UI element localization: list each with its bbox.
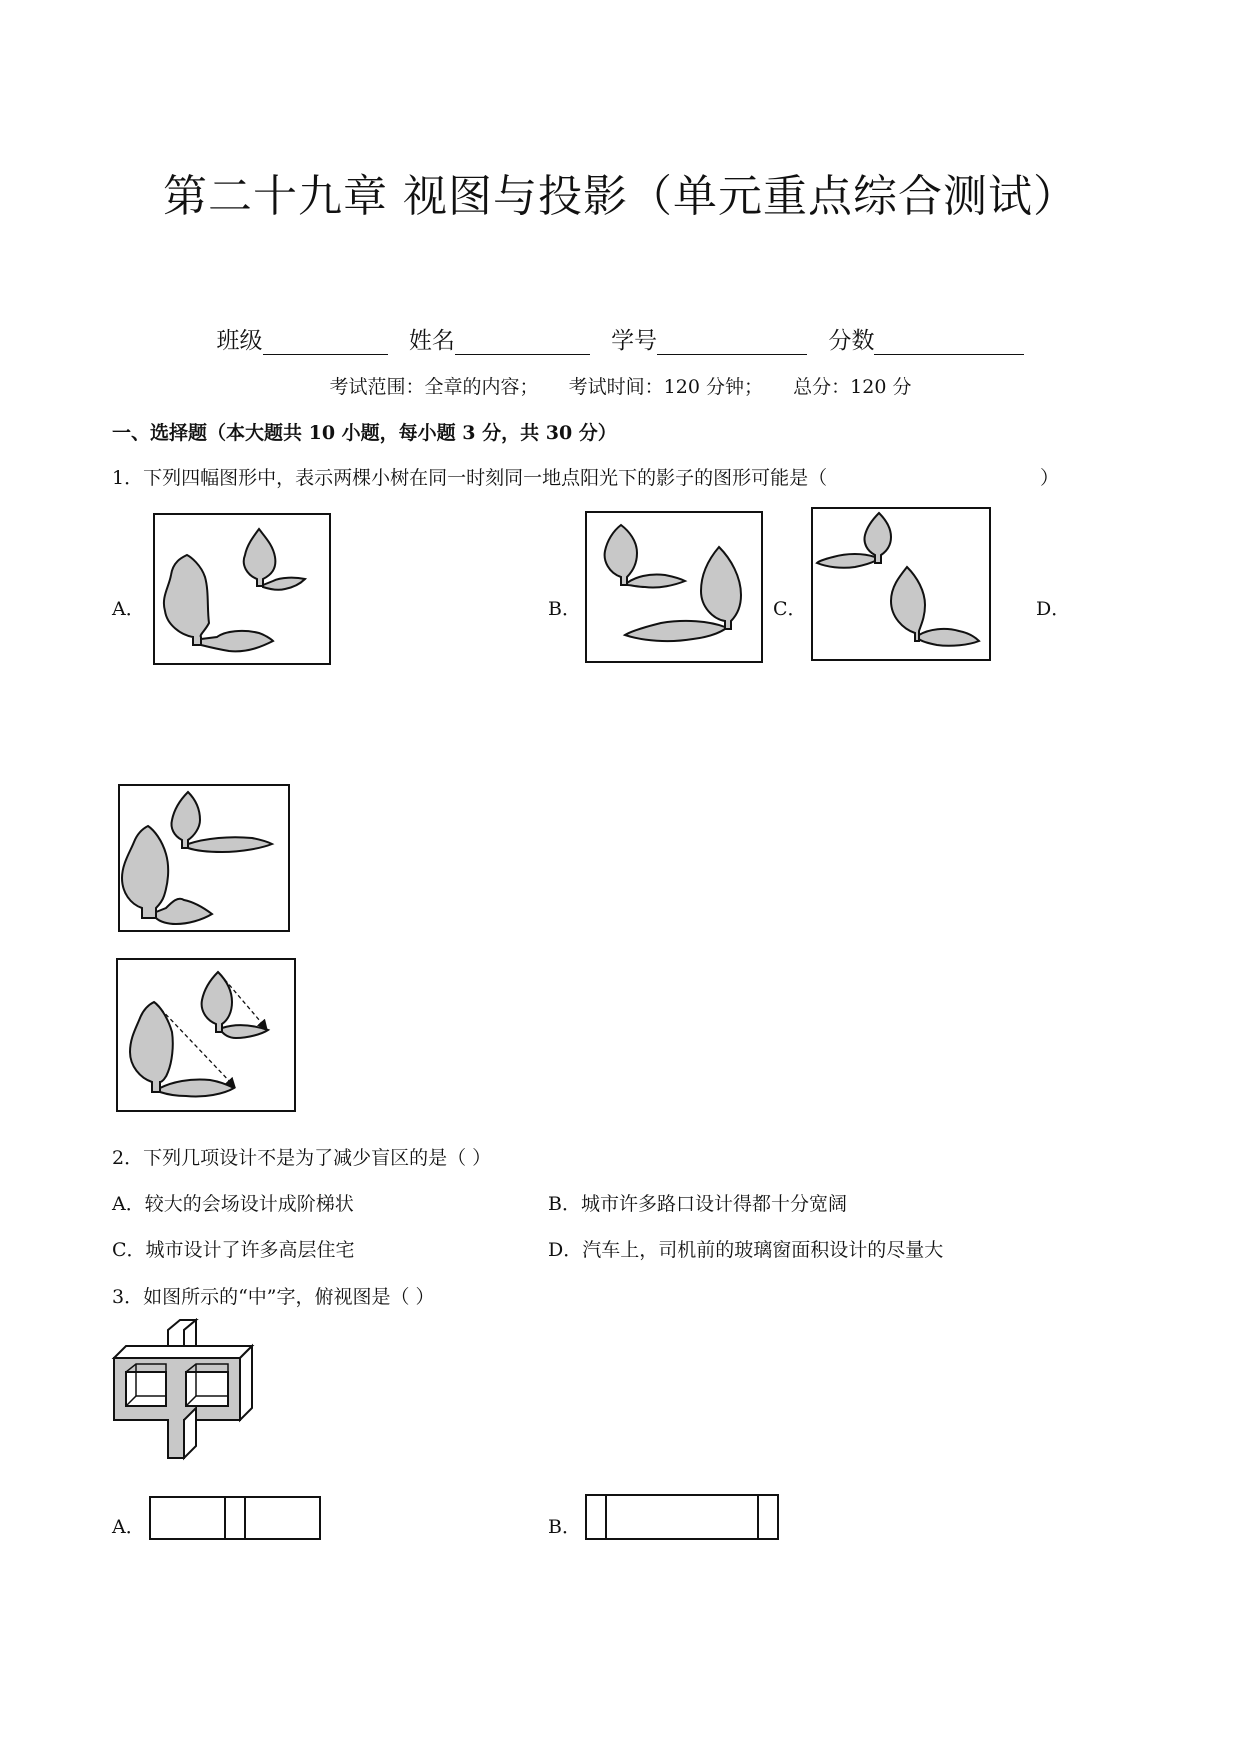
q1-figure-d bbox=[118, 784, 290, 932]
q2-option-b[interactable]: B．城市许多路口设计得都十分宽阔 bbox=[548, 1193, 847, 1215]
class-blank[interactable] bbox=[263, 330, 388, 355]
q3-option-a-label[interactable]: A． bbox=[112, 1516, 145, 1538]
question-2-stem: 2．下列几项设计不是为了减少盲区的是（ ） bbox=[112, 1147, 492, 1169]
q3-option-b-label[interactable]: B． bbox=[548, 1516, 581, 1538]
class-label: 班级 bbox=[216, 328, 263, 354]
q2-option-c[interactable]: C．城市设计了许多高层住宅 bbox=[112, 1239, 355, 1261]
score-blank[interactable] bbox=[874, 330, 1024, 355]
q2-option-d[interactable]: D．汽车上，司机前的玻璃窗面积设计的尽量大 bbox=[548, 1239, 944, 1261]
section-heading: 一、选择题（本大题共 10 小题，每小题 3 分，共 30 分） bbox=[112, 422, 617, 444]
question-1-close: ） bbox=[1040, 467, 1060, 489]
q1-figure-b bbox=[585, 511, 763, 663]
q3-option-b-figure bbox=[585, 1494, 779, 1540]
q1-figure-a bbox=[153, 513, 331, 665]
exam-meta: 考试范围：全章的内容； 考试时间：120 分钟； 总分：120 分 bbox=[329, 376, 912, 398]
q1-option-d-label[interactable]: D． bbox=[1036, 598, 1071, 620]
question-1-stem: 1．下列四幅图形中，表示两棵小树在同一时刻同一地点阳光下的影子的图形可能是（ bbox=[112, 467, 828, 489]
q3-zhong-figure bbox=[110, 1318, 260, 1468]
q2-option-a[interactable]: A．较大的会场设计成阶梯状 bbox=[112, 1193, 354, 1215]
number-blank[interactable] bbox=[657, 330, 807, 355]
q1-option-c-label[interactable]: C． bbox=[773, 598, 807, 620]
q1-option-b-label[interactable]: B． bbox=[548, 598, 581, 620]
score-label: 分数 bbox=[828, 328, 875, 354]
student-info-line bbox=[0, 322, 1241, 355]
number-label: 学号 bbox=[611, 328, 658, 354]
q1-figure-c bbox=[811, 507, 991, 661]
name-blank[interactable] bbox=[455, 330, 590, 355]
q3-option-a-figure bbox=[149, 1496, 321, 1540]
page-title: 第二十九章 视图与投影（单元重点综合测试） bbox=[163, 171, 1078, 222]
question-3-stem: 3．如图所示的“中”字，俯视图是（ ） bbox=[112, 1286, 435, 1308]
name-label: 姓名 bbox=[408, 328, 455, 354]
q1-figure-sunlight bbox=[116, 958, 296, 1112]
q1-option-a-label[interactable]: A． bbox=[112, 598, 145, 620]
